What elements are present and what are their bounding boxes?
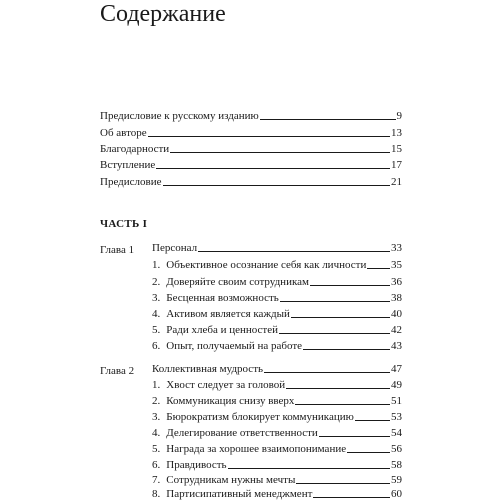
toc-entry-page: 40 <box>391 308 402 320</box>
toc-entry-label: Благодарности <box>100 143 170 155</box>
toc-entry-page: 56 <box>391 443 402 455</box>
leader-line <box>347 452 390 453</box>
page-title: Содержание <box>100 1 226 27</box>
toc-entry-page: 59 <box>391 474 402 486</box>
chapter-label: Глава 1 <box>100 244 135 256</box>
toc-section[interactable] <box>152 457 402 471</box>
toc-section[interactable] <box>152 377 402 391</box>
leader-line <box>291 317 390 318</box>
leader-line <box>295 404 390 405</box>
section-number: 6. <box>152 340 161 352</box>
leader-line <box>198 251 390 252</box>
section-number: 1. <box>152 379 161 391</box>
section-title: Коммуникация снизу вверх <box>166 395 295 407</box>
leader-line <box>170 152 390 153</box>
toc-entry-acknowledgements[interactable] <box>100 141 402 155</box>
leader-line <box>279 333 390 334</box>
section-title: Сотрудникам нужны мечты <box>166 474 296 486</box>
leader-line <box>148 136 390 137</box>
toc-section[interactable] <box>152 393 402 407</box>
section-number: 8. <box>152 488 161 500</box>
leader-line <box>313 497 390 498</box>
section-title: Доверяйте своим сотрудникам <box>166 276 309 288</box>
toc-entry-page: 53 <box>391 411 402 423</box>
leader-line <box>260 119 396 120</box>
toc-chapter-1[interactable] <box>152 240 402 254</box>
toc-entry-page: 58 <box>391 459 402 471</box>
section-number: 4. <box>152 308 161 320</box>
leader-line <box>156 168 390 169</box>
leader-line <box>319 436 390 437</box>
leader-line <box>367 268 390 269</box>
toc-entry-foreword-russian[interactable] <box>100 108 402 122</box>
section-title: Хвост следует за головой <box>166 379 286 391</box>
leader-line <box>163 185 391 186</box>
section-title: Награда за хорошее взаимопонимание <box>166 443 347 455</box>
toc-entry-about-author[interactable] <box>100 125 402 139</box>
toc-entry-page: 49 <box>391 379 402 391</box>
leader-line <box>310 285 390 286</box>
section-title: Бесценная возможность <box>166 292 279 304</box>
chapter-label: Глава 2 <box>100 365 135 377</box>
toc-entry-page: 13 <box>391 127 402 139</box>
leader-line <box>228 468 390 469</box>
section-number: 2. <box>152 276 161 288</box>
toc-section[interactable] <box>152 274 402 288</box>
toc-entry-page: 9 <box>396 110 402 122</box>
leader-line <box>296 483 390 484</box>
toc-entry-page: 21 <box>391 176 402 188</box>
section-title: Партисипативный менеджмент <box>166 488 313 500</box>
leader-line <box>303 349 390 350</box>
section-title: Объективное осознание себя как личности <box>166 259 367 271</box>
toc-section[interactable] <box>152 338 402 352</box>
section-number: 7. <box>152 474 161 486</box>
toc-section[interactable] <box>152 322 402 336</box>
section-number: 4. <box>152 427 161 439</box>
toc-entry-page: 38 <box>391 292 402 304</box>
toc-entry-label: Предисловие к русскому изданию <box>100 110 259 122</box>
section-number: 3. <box>152 411 161 423</box>
toc-entry-page: 51 <box>391 395 402 407</box>
leader-line <box>286 388 390 389</box>
section-title: Активом является каждый <box>166 308 290 320</box>
leader-line <box>264 372 390 373</box>
toc-entry-page: 33 <box>391 242 402 254</box>
section-title: Правдивость <box>166 459 227 471</box>
toc-entry-page: 42 <box>391 324 402 336</box>
toc-section[interactable] <box>152 306 402 320</box>
toc-chapter-2[interactable] <box>152 361 402 375</box>
chapter-title: Персонал <box>152 242 198 254</box>
toc-entry-page: 17 <box>391 159 402 171</box>
toc-entry-introduction[interactable] <box>100 157 402 171</box>
toc-section[interactable] <box>152 409 402 423</box>
toc-entry-page: 60 <box>391 488 402 500</box>
toc-entry-page: 36 <box>391 276 402 288</box>
toc-section[interactable] <box>152 290 402 304</box>
toc-entry-page: 54 <box>391 427 402 439</box>
leader-line <box>355 420 390 421</box>
toc-entry-label: Об авторе <box>100 127 147 139</box>
section-number: 5. <box>152 443 161 455</box>
section-title: Бюрократизм блокирует коммуникацию <box>166 411 354 423</box>
toc-section[interactable] <box>152 486 402 500</box>
section-number: 3. <box>152 292 161 304</box>
section-number: 6. <box>152 459 161 471</box>
toc-section[interactable] <box>152 257 402 271</box>
section-number: 5. <box>152 324 161 336</box>
toc-entry-page: 47 <box>391 363 402 375</box>
toc-entry-preface[interactable] <box>100 174 402 188</box>
toc-entry-label: Вступление <box>100 159 156 171</box>
section-title: Опыт, получаемый на работе <box>166 340 303 352</box>
section-title: Делегирование ответственности <box>166 427 318 439</box>
section-number: 2. <box>152 395 161 407</box>
toc-section[interactable] <box>152 441 402 455</box>
section-title: Ради хлеба и ценностей <box>166 324 278 336</box>
section-number: 1. <box>152 259 161 271</box>
chapter-title: Коллективная мудрость <box>152 363 264 375</box>
part-heading: ЧАСТЬ I <box>100 218 148 230</box>
toc-entry-page: 35 <box>391 259 402 271</box>
toc-entry-page: 15 <box>391 143 402 155</box>
toc-section[interactable] <box>152 472 402 486</box>
leader-line <box>280 301 390 302</box>
toc-entry-label: Предисловие <box>100 176 162 188</box>
toc-section[interactable] <box>152 425 402 439</box>
toc-entry-page: 43 <box>391 340 402 352</box>
